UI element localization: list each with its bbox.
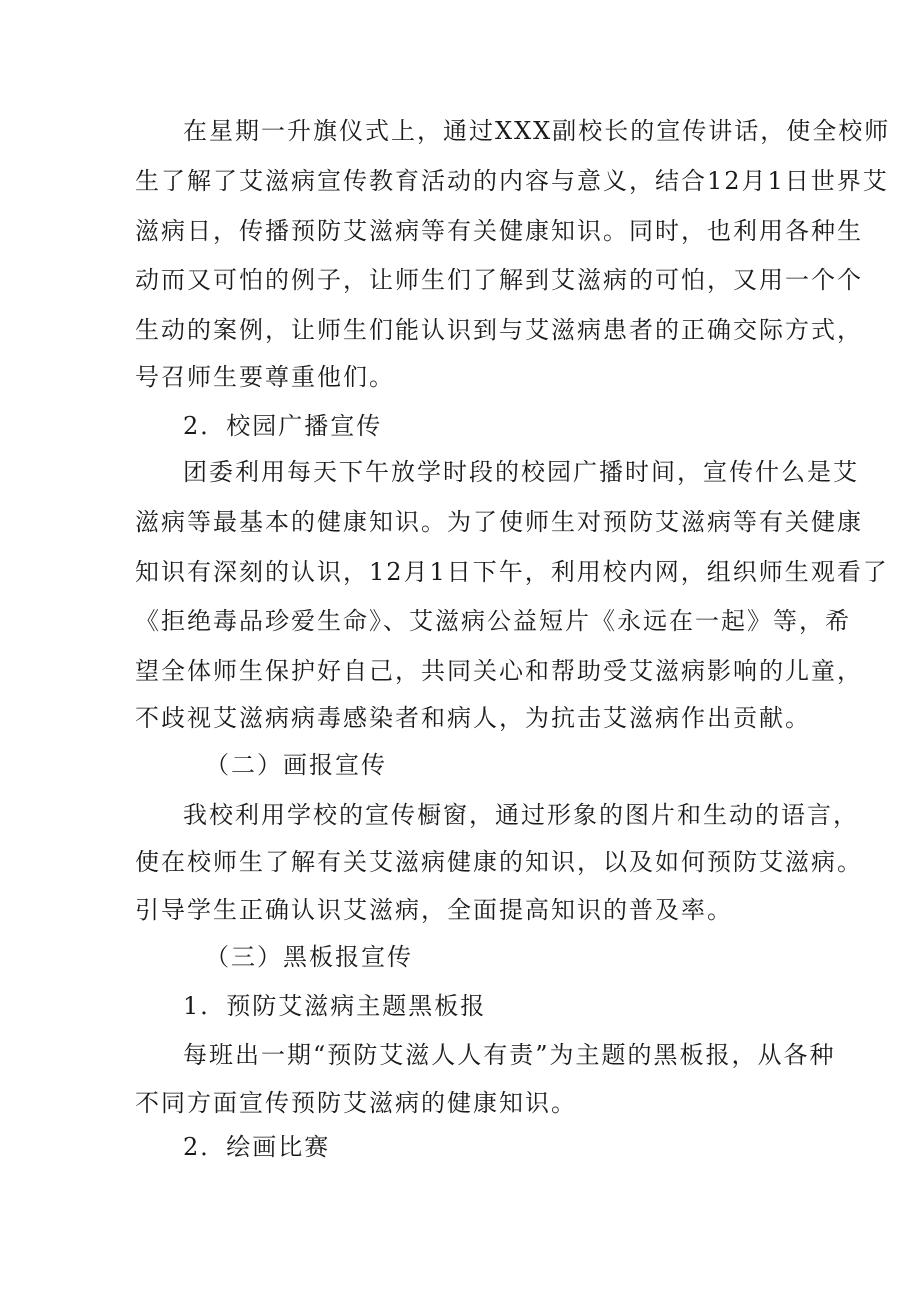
- section-heading: 2．校园广播宣传: [183, 412, 383, 440]
- paragraph-line: 望全体师生保护好自己，共同关心和帮助受艾滋病影响的儿童，: [135, 657, 863, 685]
- paragraph-line: 动而又可怕的例子，让师生们了解到艾滋病的可怕，又用一个个: [135, 266, 863, 294]
- paragraph-line: 在星期一升旗仪式上，通过XXX副校长的宣传讲话，使全校师: [183, 117, 891, 145]
- paragraph-line: 不同方面宣传预防艾滋病的健康知识。: [135, 1089, 577, 1117]
- paragraph-line: 滋病等最基本的健康知识。为了使师生对预防艾滋病等有关健康: [135, 508, 863, 536]
- section-heading: （三）黑板报宣传: [205, 943, 413, 971]
- paragraph-line: 不歧视艾滋病病毒感染者和病人，为抗击艾滋病作出贡献。: [135, 704, 811, 732]
- paragraph-line: 我校利用学校的宣传橱窗，通过形象的图片和生动的语言，: [183, 801, 859, 829]
- paragraph-line: 生了解了艾滋病宣传教育活动的内容与意义，结合12月1日世界艾: [135, 167, 889, 195]
- paragraph-line: 知识有深刻的认识，12月1日下午，利用校内网，组织师生观看了: [135, 558, 889, 586]
- paragraph-line: 每班出一期“预防艾滋人人有责”为主题的黑板报，从各种: [183, 1041, 836, 1069]
- paragraph-line: 生动的案例，让师生们能认识到与艾滋病患者的正确交际方式，: [135, 316, 863, 344]
- section-heading: 1．预防艾滋病主题黑板报: [183, 992, 487, 1020]
- paragraph-line: 引导学生正确认识艾滋病，全面提高知识的普及率。: [135, 896, 733, 924]
- paragraph-line: 号召师生要尊重他们。: [135, 363, 395, 391]
- paragraph-line: 《拒绝毒品珍爱生命》、艾滋病公益短片《永远在一起》等，希: [135, 607, 851, 635]
- paragraph-line: 滋病日，传播预防艾滋病等有关健康知识。同时，也利用各种生: [135, 217, 863, 245]
- paragraph-line: 团委利用每天下午放学时段的校园广播时间，宣传什么是艾: [183, 458, 859, 486]
- section-heading: 2．绘画比赛: [183, 1133, 331, 1161]
- paragraph-line: 使在校师生了解有关艾滋病健康的知识，以及如何预防艾滋病。: [135, 848, 863, 876]
- section-heading: （二）画报宣传: [205, 751, 387, 779]
